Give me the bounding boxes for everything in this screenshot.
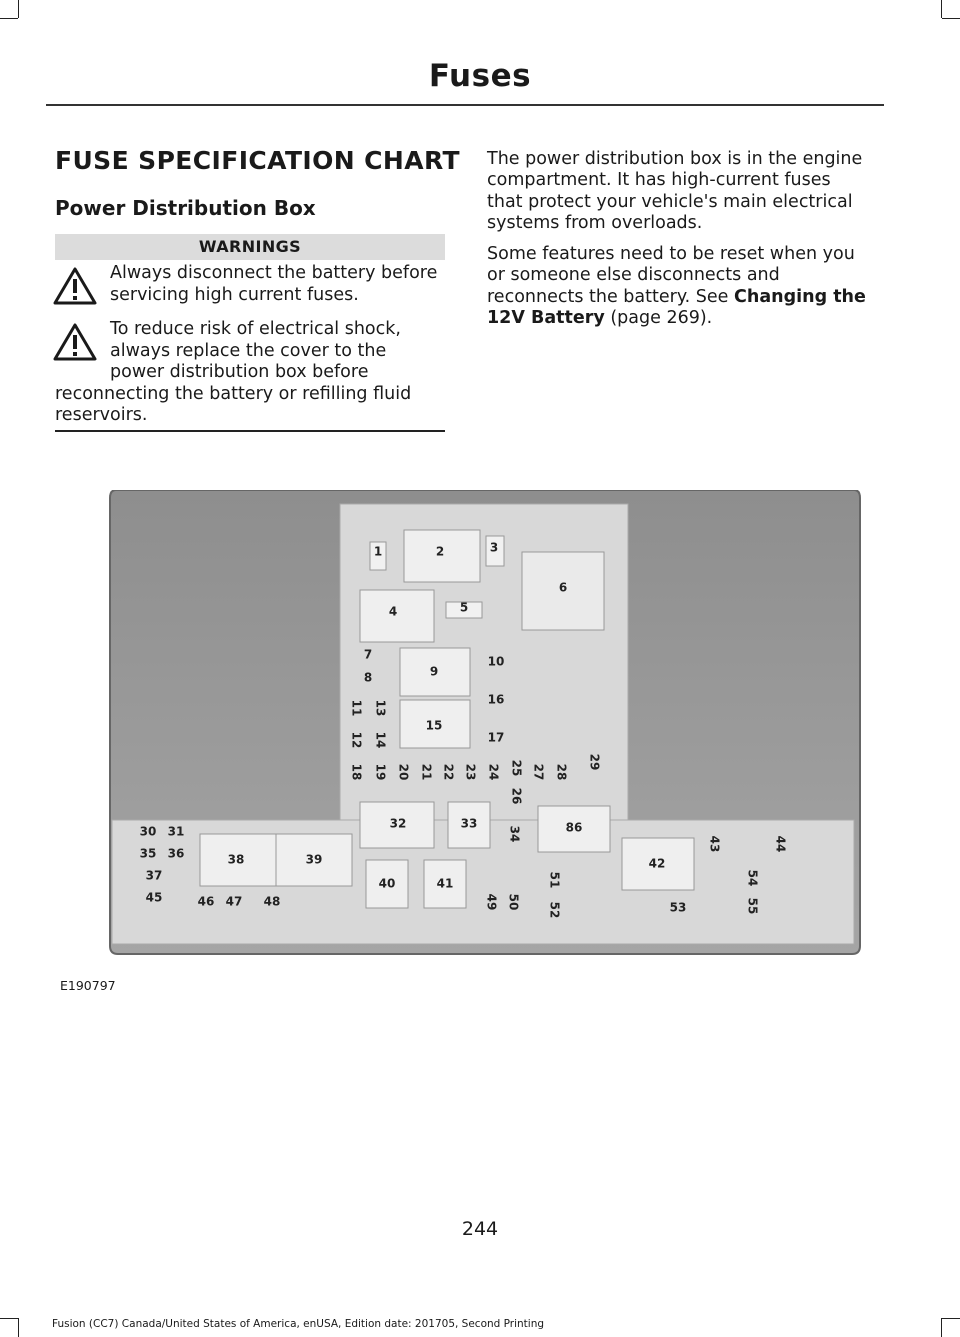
fuse-label-35: 35 [139,846,157,861]
fuse-label-24: 24 [486,763,501,781]
fuse-label-53: 53 [669,900,687,915]
fuse-label-46: 46 [197,894,215,909]
power-distribution-box-diagram [108,490,862,956]
fuse-label-30: 30 [139,824,157,839]
footer-edition: Fusion (CC7) Canada/United States of America, enUSA, Edition date: 201705, Second Printing [52,1318,545,1330]
page-number: 244 [461,1218,499,1240]
fuse-label-37: 37 [145,868,163,883]
fuse-label-21: 21 [419,763,434,781]
warning-icon [52,266,98,306]
intro-p2-line-3 [487,287,866,309]
section-subtitle: Power Distribution Box [55,196,316,220]
fuse-label-16: 16 [487,692,505,707]
page-header-title: Fuses [428,58,532,94]
fuse-label-55: 55 [745,897,760,915]
warning-2-line-3: power distribution box before [110,362,369,382]
warning-2-line-5: reservoirs. [55,405,148,425]
fuse-label-41: 41 [436,876,454,891]
fuse-label-40: 40 [378,876,396,891]
warning-icon [52,322,98,362]
intro-p1-line-2: compartment. It has high-current fuses [487,170,831,190]
warning-1-line-2: servicing high current fuses. [110,285,359,305]
fuse-label-19: 19 [373,763,388,781]
crop-mark [941,0,942,18]
battery-link[interactable]: 12V Battery [487,308,605,328]
fuse-label-14: 14 [373,731,388,749]
fuse-label-6: 6 [558,580,568,595]
fuse-label-7: 7 [363,647,373,662]
warning-2-line-1: To reduce risk of electrical shock, [110,319,401,339]
fuse-label-27: 27 [531,763,546,781]
warnings-bottom-rule [55,430,445,432]
fuse-label-49: 49 [484,893,499,911]
fuse-label-48: 48 [263,894,281,909]
fuse-label-12: 12 [349,731,364,749]
fuse-label-32: 32 [389,816,407,831]
fuse-label-51: 51 [547,871,562,889]
fuse-label-34: 34 [507,825,522,843]
crop-mark [18,0,19,18]
warnings-heading: WARNINGS [55,234,445,260]
fuse-label-29: 29 [587,753,602,771]
header-divider [46,104,884,106]
intro-p2-text: reconnects the battery. See [487,287,735,307]
fuse-label-38: 38 [227,852,245,867]
fuse-label-9: 9 [429,664,439,679]
fuse-label-25: 25 [509,759,524,777]
fuse-label-86: 86 [565,820,583,835]
fuse-label-28: 28 [554,763,569,781]
fuse-label-23: 23 [463,763,478,781]
fuse-label-18: 18 [349,763,364,781]
fuse-label-36: 36 [167,846,185,861]
fuse-label-20: 20 [396,763,411,781]
fuse-label-8: 8 [363,670,373,685]
intro-p2-line-1: Some features need to be reset when you [487,244,855,264]
page-reference: (page 269). [604,308,713,328]
fuse-label-42: 42 [648,856,666,871]
fuse-label-2: 2 [435,544,445,559]
warning-2-line-4: reconnecting the battery or refilling fluid [55,384,412,404]
intro-p1-line-1: The power distribution box is in the engine [487,149,863,169]
fuse-label-33: 33 [460,816,478,831]
figure-id: E190797 [60,978,116,993]
crop-mark [0,1318,18,1319]
fuse-label-3: 3 [489,540,499,555]
fuse-label-44: 44 [773,835,788,853]
fuse-label-52: 52 [547,901,562,919]
fuse-label-10: 10 [487,654,505,669]
fuse-label-1: 1 [373,544,383,559]
crop-mark [0,18,18,19]
warning-2-line-2: always replace the cover to the [110,341,387,361]
fuse-label-43: 43 [707,835,722,853]
fuse-label-39: 39 [305,852,323,867]
fuse-label-31: 31 [167,824,185,839]
changing-battery-link[interactable]: Changing the [734,287,866,307]
crop-mark [942,1318,960,1319]
fuse-label-5: 5 [459,600,469,615]
fuse-label-26: 26 [509,787,524,805]
warning-1-line-1: Always disconnect the battery before [110,263,438,283]
intro-p1-line-4: systems from overloads. [487,213,703,233]
fuse-label-13: 13 [373,699,388,717]
fuse-label-15: 15 [425,718,443,733]
fuse-label-11: 11 [349,699,364,717]
fuse-label-22: 22 [441,763,456,781]
crop-mark [942,18,960,19]
fuse-label-47: 47 [225,894,243,909]
fuse-label-4: 4 [388,604,398,619]
fuse-label-54: 54 [745,869,760,887]
intro-p2-line-2: or someone else disconnects and [487,265,780,285]
fuse-label-17: 17 [487,730,505,745]
crop-mark [18,1318,19,1337]
intro-p2-line-4 [487,308,712,330]
crop-mark [941,1318,942,1337]
intro-p1-line-3: that protect your vehicle's main electrical [487,192,853,212]
fuse-label-50: 50 [506,893,521,911]
section-title: FUSE SPECIFICATION CHART [55,146,460,175]
fuse-label-45: 45 [145,890,163,905]
